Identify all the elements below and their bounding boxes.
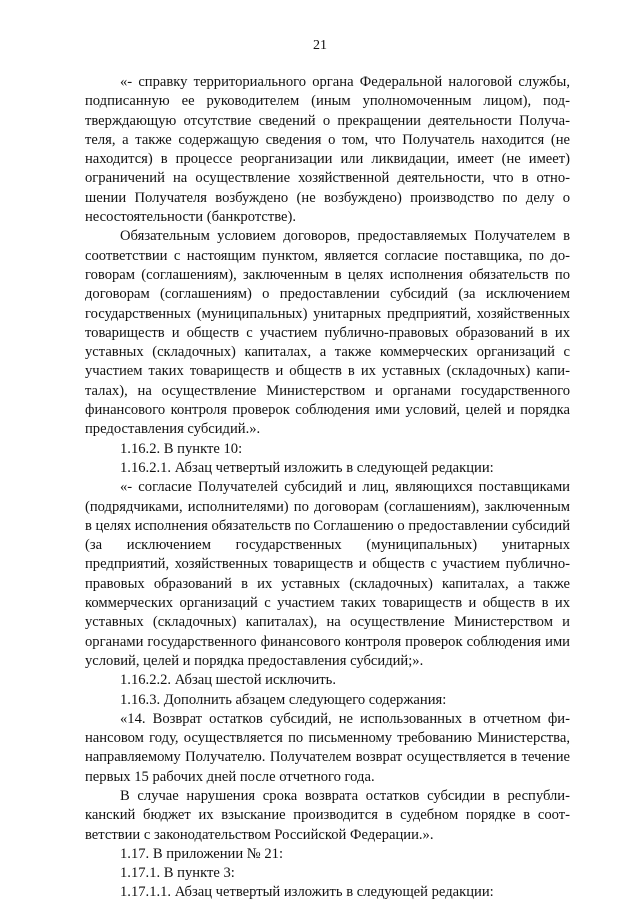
page-number: 21 [313,38,327,53]
paragraph-mandatory-condition: Обязательным условием договоров, предоставляемых Получателем в соответствии с настоящим пунктом, является согласие поставщика, по договорам (соглашениям), заключенным в целях исполнения обязательств по договорам (соглашениям) о предоставлении субсидий (за исключением государственных (муниципальных) унитарных предприятий, хозяйственных товариществ и обществ с участием публично-правовых образований в их уставных (складочных) капиталах, а также коммерческих организаций с участием таких товариществ и обществ в их уставных (складочных) капиталах), на осуществление Министерством и органами государственного финансового контроля проверок соблюдения ими условий, целей и порядка предоставления субсидий.». [85,228,570,438]
paragraph-1-17-1-1: 1.17.1.1. Абзац четвертый изложить в следующей редакции: [120,884,494,901]
paragraph-1-17-1: 1.17.1. В пункте 3: [120,865,235,882]
paragraph-item-14: «14. Возврат остатков субсидий, не использованных в отчетном финансовом году, осуществляется по письменному требованию Министерства, направляемому Получателю. Получателем возврат осуществляется в течение первых 15 рабочих дней после отчетного года. [85,710,570,785]
paragraph-tax-certificate: «- справку территориального органа Федеральной налоговой службы, подписанную ее руководителем (иным уполномоченным лицом), подтверждающую отсутствие сведений о прекращении деятельности Получателя, а также содержащую сведения о том, что Получатель находится (не находится) в процессе реорганизации или ликвидации, имеет (не имеет) ограничений на осуществление хозяйственной деятельности, что в отношении Получателя возбуждено (не возбуждено) производство по делу о несостоятельности (банкротстве). [85,74,570,226]
paragraph-1-16-3: 1.16.3. Дополнить абзацем следующего содержания: [120,691,447,708]
paragraph-1-16-2-2: 1.16.2.2. Абзац шестой исключить. [120,672,336,689]
paragraph-1-17: 1.17. В приложении № 21: [120,845,284,862]
document-body [85,73,570,903]
paragraph-refund-violation: В случае нарушения срока возврата остатков субсидии в республиканский бюджет их взыскание производится в судебном порядке в соответствии с законодательством Российской Федерации.». [85,787,570,843]
paragraph-1-16-2-1: 1.16.2.1. Абзац четвертый изложить в следующей редакции: [120,459,494,476]
paragraph-consent-clause: «- согласие Получателей субсидий и лиц, являющихся поставщиками (подрядчиками, исполнителями) по договорам (соглашениям), заключенным в целях исполнения обязательств по Соглашению о предоставлении субсидий (за исключением государственных (муниципальных) унитарных предприятий, хозяйственных товариществ и обществ с участием публично-правовых образований в их уставных (складочных) капиталах, а также коммерческих организаций с участием таких товариществ и обществ в их уставных (складочных) капиталах), на осуществление Министерством и органами государственного финансового контроля проверок соблюдения ими условий, целей и порядка предоставления субсидий;». [85,479,570,669]
paragraph-1-16-2: 1.16.2. В пункте 10: [120,440,243,457]
